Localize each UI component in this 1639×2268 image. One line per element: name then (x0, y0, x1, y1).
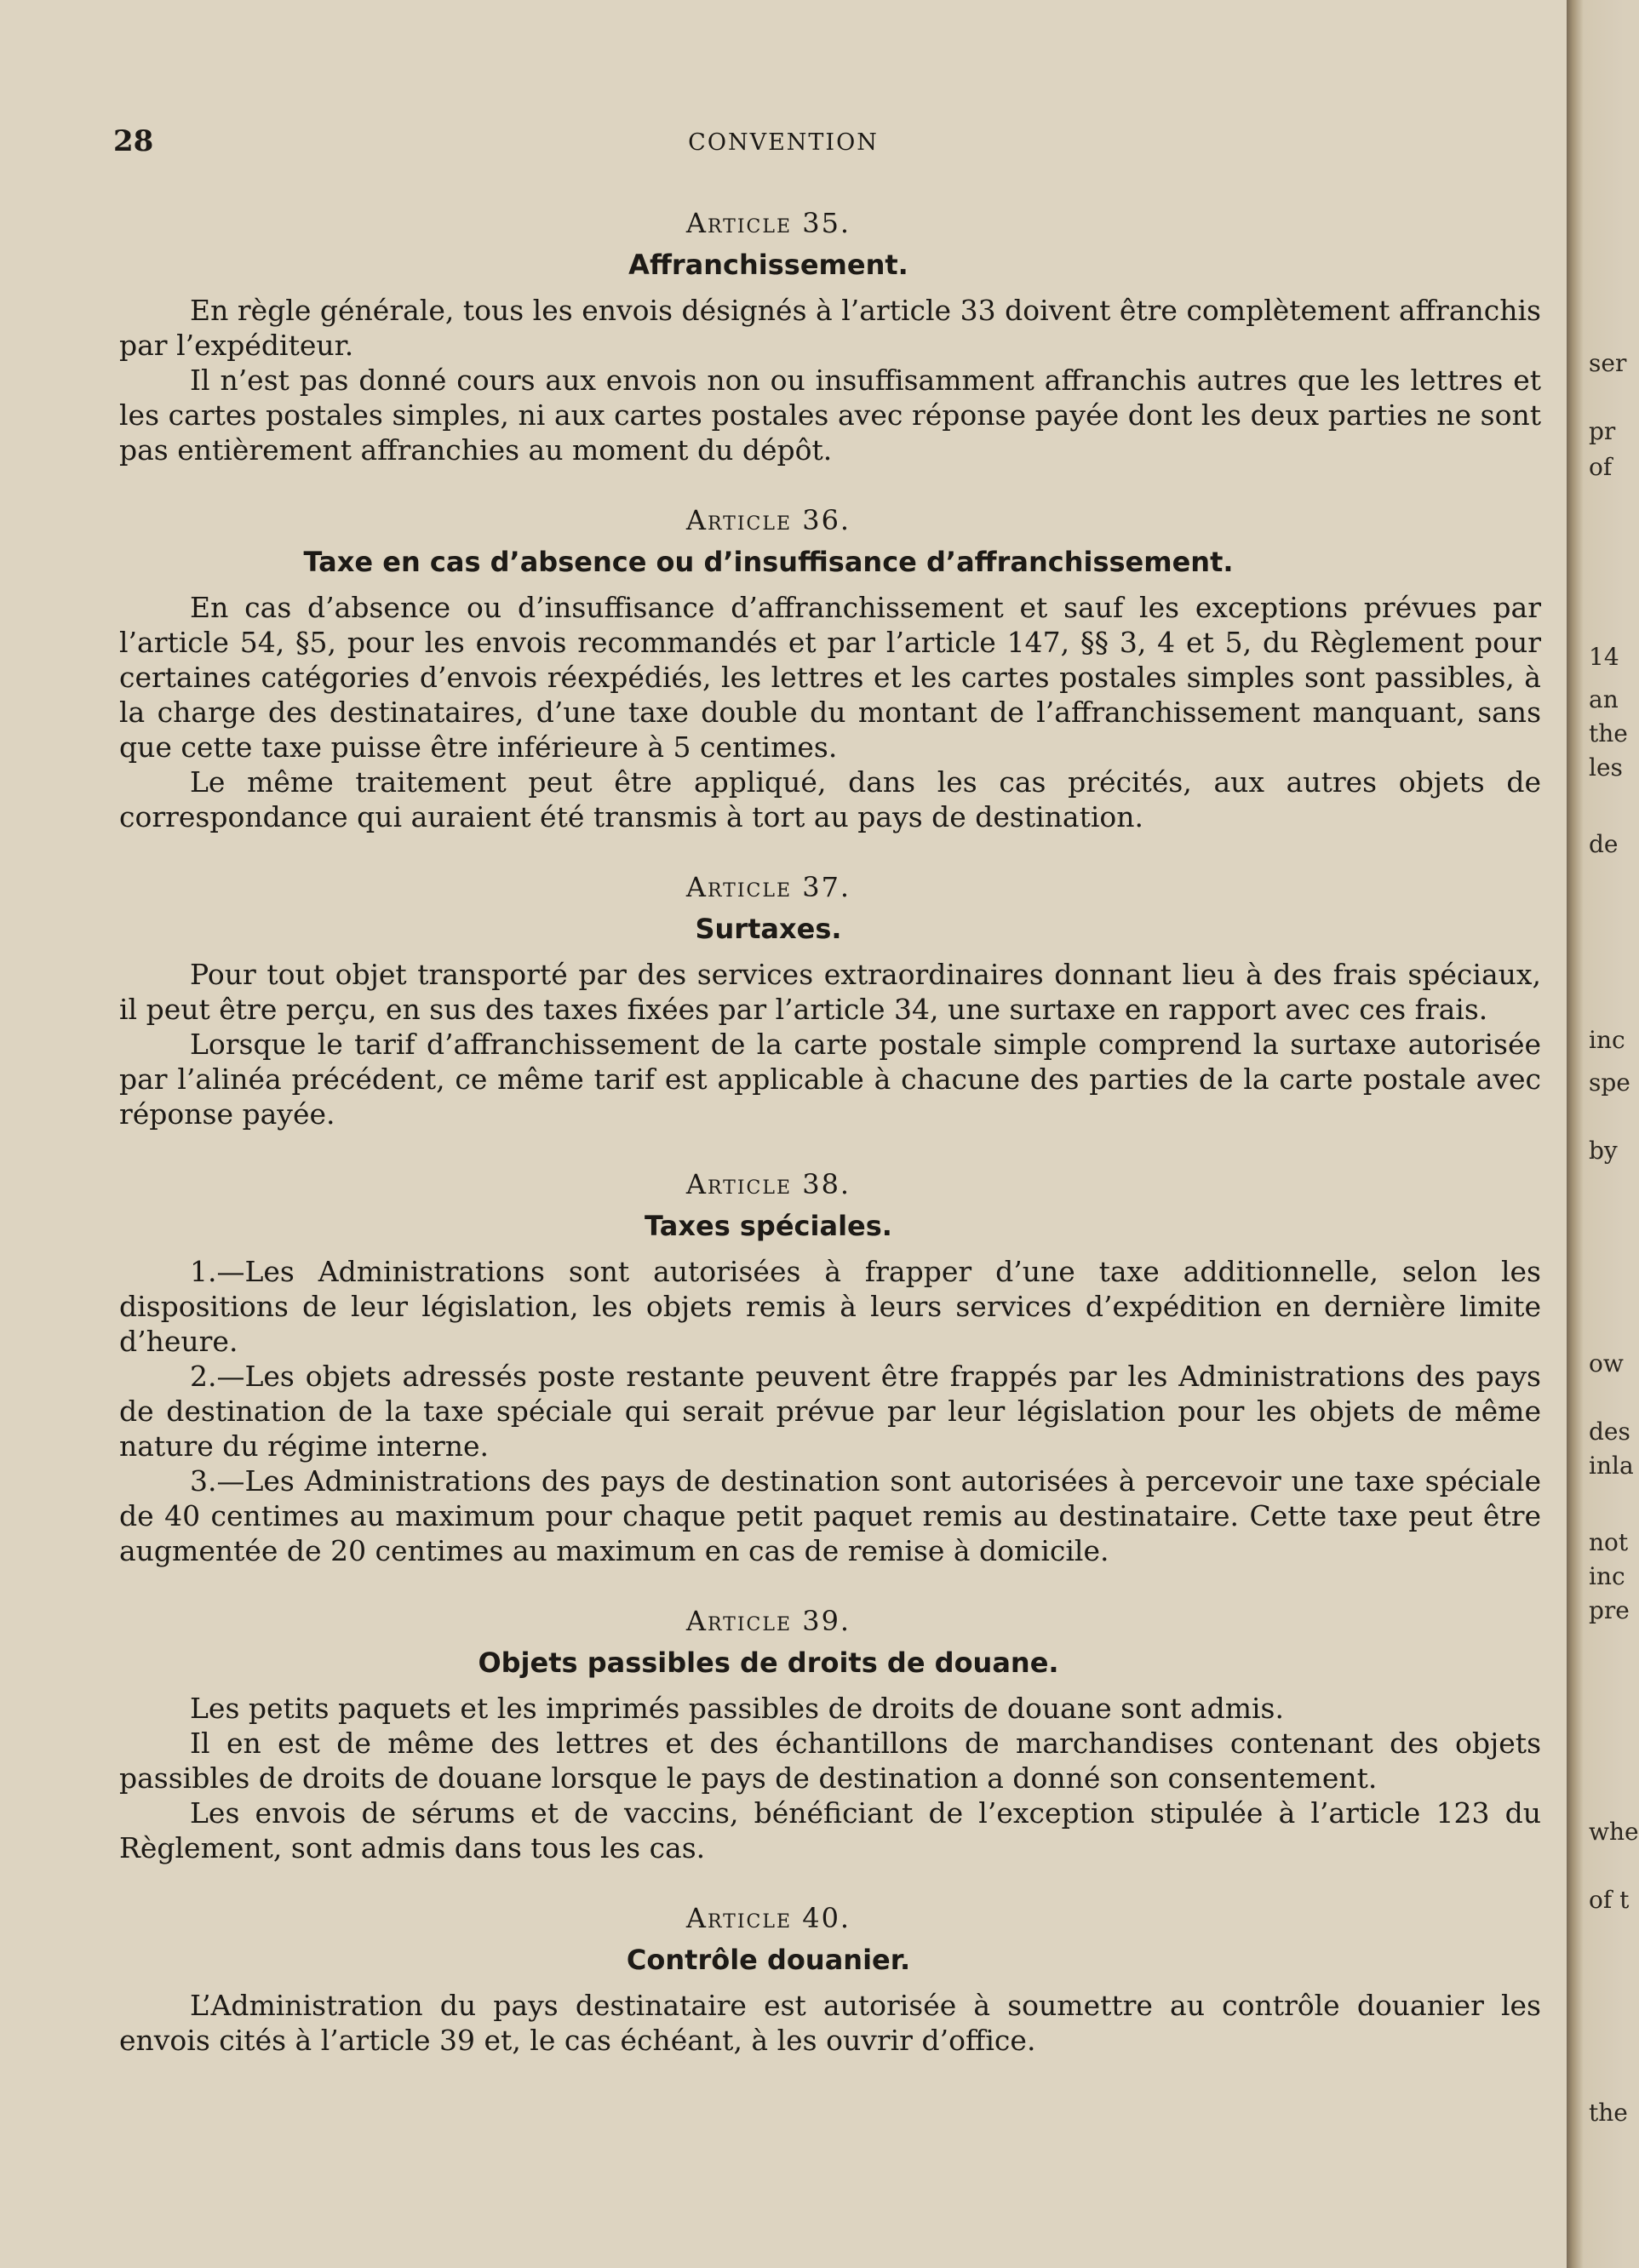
facing-page-fragment: inla (1589, 1452, 1634, 1480)
facing-page-fragment: by (1589, 1137, 1618, 1165)
facing-page-fragment: 14 (1589, 643, 1619, 671)
facing-page-fragment: spe (1589, 1068, 1630, 1097)
facing-page-fragment: les (1589, 753, 1623, 782)
article-title: Contrôle douanier. (626, 1944, 911, 1976)
paragraph: 2.—Les objets adressés poste restante peuvent être frappés par les Administrations des pays de destination de la taxe spéciale qui serait prévue par leur législation pour les objets de même nature du régime interne. (119, 1360, 1541, 1463)
paragraph: Le même traitement peut être appliqué, dans les cas précités, aux autres objets de correspondance qui auraient été transmis à tort au pays de destination. (119, 765, 1541, 833)
paragraph: En règle générale, tous les envois désignés à l’article 33 doivent être complètement affranchis par l’expéditeur. (119, 294, 1541, 362)
paragraph: Les envois de sérums et de vaccins, bénéficiant de l’exception stipulée à l’article 123 du Règlement, sont admis dans tous les cas. (119, 1796, 1541, 1864)
paragraph: Pour tout objet transporté par des services extraordinaires donnant lieu à des frais spéciaux, il peut être perçu, en sus des taxes fixées par l’article 34, une surtaxe en rapport avec ces frais. (119, 958, 1541, 1026)
article-title: Taxes spéciales. (645, 1210, 892, 1242)
facing-page-fragment: pr (1589, 417, 1616, 445)
article-36 (119, 500, 1558, 834)
article-label: Article 40. (685, 1902, 851, 1934)
facing-page-fragment: not (1589, 1528, 1629, 1556)
article-40 (119, 1898, 1558, 2058)
facing-page-fragment: ser (1589, 349, 1627, 377)
facing-page-fragment: inc (1589, 1026, 1625, 1054)
paragraph: 1.—Les Administrations sont autorisées à frapper d’une taxe additionnelle, selon les dispositions de leur législation, les objets remis à leurs services d’expédition en dernière limite d’heure. (119, 1255, 1541, 1358)
article-title: Taxe en cas d’absence ou d’insuffisance d’affranchissement. (303, 546, 1234, 578)
paragraph: 3.—Les Administrations des pays de destination sont autorisées à percevoir une taxe spéciale de 40 centimes au maximum pour chaque petit paquet remis au destinataire. Cette taxe peut être augmentée de 20 centimes au maximum en cas de remise à domicile. (119, 1464, 1541, 1567)
paragraph: Lorsque le tarif d’affranchissement de la carte postale simple comprend la surtaxe autorisée par l’alinéa précédent, ce même tarif est applicable à chacune des parties de la carte postale avec réponse payée. (119, 1028, 1541, 1131)
article-label: Article 37. (685, 871, 851, 903)
facing-page-fragment: of (1589, 453, 1613, 481)
article-39 (119, 1601, 1558, 1865)
article-35 (119, 203, 1558, 467)
facing-page-fragment: the (1589, 719, 1628, 747)
paragraph: En cas d’absence ou d’insuffisance d’affranchissement et sauf les exceptions prévues par l’article 54, §5, pour les envois recommandés et par l’article 147, §§ 3, 4 et 5, du Règlement pour certaines catégories d’envois réexpédiés, les lettres et les cartes postales simples sont passibles, à la charge des destinataires, d’une taxe double du montant de l’affranchissement manquant, sans que cette taxe puisse être inférieure à 5 centimes. (119, 591, 1541, 764)
facing-page-fragment: inc (1589, 1562, 1625, 1590)
facing-page-fragment: of t (1589, 1886, 1630, 1914)
spacer (119, 834, 1558, 867)
paragraph: Il n’est pas donné cours aux envois non ou insuffisamment affranchis autres que les lettres et les cartes postales simples, ni aux cartes postales avec réponse payée dont les deux parties ne sont pas entièrement affranchies au moment du dépôt. (119, 364, 1541, 467)
spacer (119, 1568, 1558, 1601)
article-title: Surtaxes. (695, 913, 842, 945)
facing-page-fragment: the (1589, 2099, 1628, 2127)
article-38 (119, 1164, 1558, 1568)
book-gutter (1567, 0, 1639, 2268)
paragraph: Il en est de même des lettres et des échantillons de marchandises contenant des objets passibles de droits de douane lorsque le pays de destination a donné son consentement. (119, 1727, 1541, 1795)
paragraph: Les petits paquets et les imprimés passibles de droits de douane sont admis. (190, 1692, 1284, 1725)
facing-page-fragment: des (1589, 1418, 1630, 1446)
spacer (119, 1865, 1558, 1898)
page-body (119, 203, 1558, 2058)
spacer (119, 467, 1558, 500)
page-number: 28 (113, 124, 154, 158)
article-label: Article 35. (685, 207, 851, 239)
facing-page-fragment: whe (1589, 1818, 1639, 1846)
article-title: Affranchissement. (628, 249, 908, 281)
paragraph: L’Administration du pays destinataire est autorisée à soumettre au contrôle douanier les envois cités à l’article 39 et, le cas échéant, à les ouvrir d’office. (119, 1989, 1541, 2057)
facing-page-fragment: pre (1589, 1596, 1630, 1624)
facing-page-fragment: an (1589, 685, 1619, 713)
facing-page-fragment: de (1589, 830, 1619, 858)
article-title: Objets passibles de droits de douane. (478, 1647, 1059, 1679)
article-label: Article 36. (685, 504, 851, 536)
article-label: Article 38. (685, 1168, 851, 1200)
article-37 (119, 867, 1558, 1131)
running-title: CONVENTION (688, 129, 879, 156)
spacer (119, 1131, 1558, 1164)
article-label: Article 39. (685, 1605, 851, 1637)
facing-page-fragment: ow (1589, 1349, 1624, 1377)
